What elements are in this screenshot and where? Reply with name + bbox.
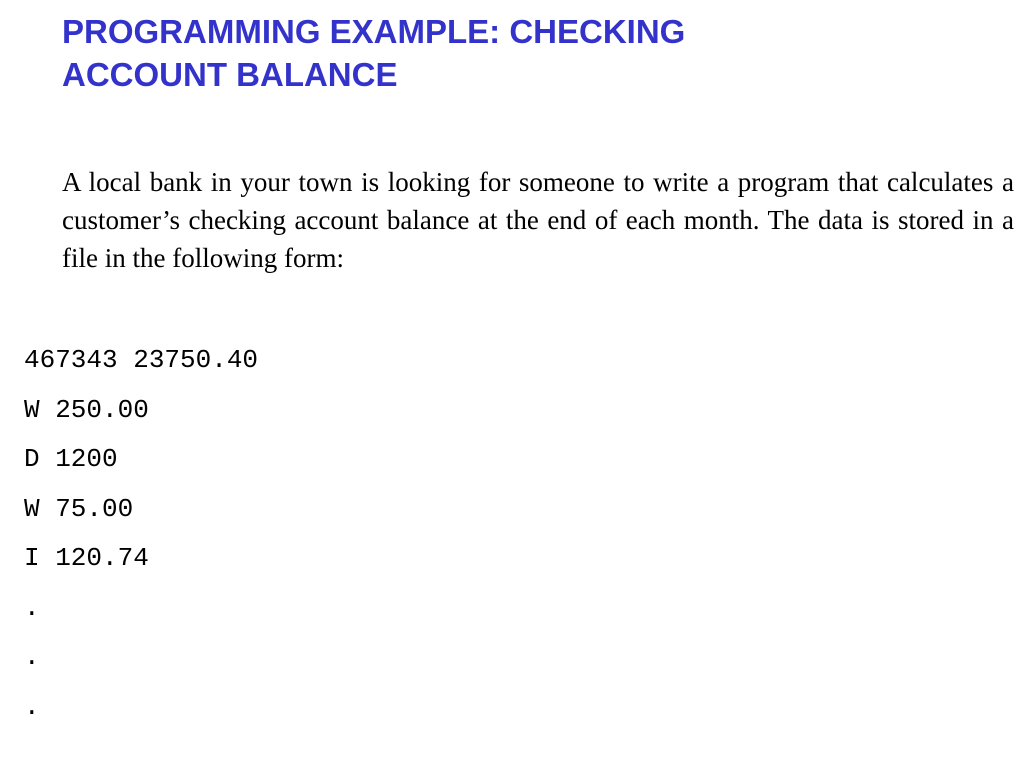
data-line: W 250.00 — [24, 394, 149, 425]
data-ellipsis-dot: . — [24, 592, 40, 623]
description-paragraph: A local bank in your town is looking for someone to write a program that calculates a customer’s checking account balance at the end of each month. The data is stored in a file in the following form: — [62, 167, 1014, 273]
data-line-account: 467343 23750.40 — [24, 345, 259, 375]
data-line: I 120.74 — [24, 543, 149, 573]
data-file-sample — [24, 336, 258, 732]
data-ellipsis-dot: . — [24, 642, 40, 672]
slide-title — [62, 10, 962, 96]
data-line: W 75.00 — [24, 493, 134, 524]
data-line: D 1200 — [24, 444, 118, 474]
data-ellipsis-dot: . — [24, 691, 40, 722]
slide-title-line-1: PROGRAMMING EXAMPLE: CHECKING — [62, 13, 686, 50]
slide-title-line-2: ACCOUNT BALANCE — [62, 56, 398, 93]
